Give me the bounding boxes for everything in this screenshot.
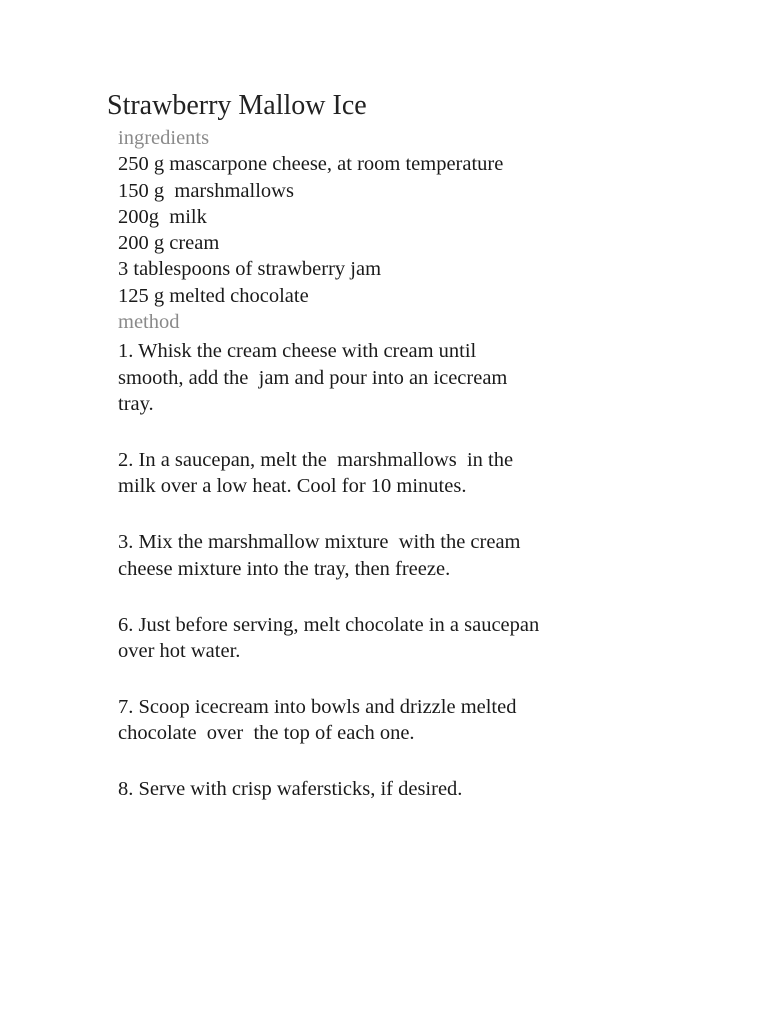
ingredient-item: 200 g cream — [118, 232, 220, 255]
method-step: 1. Whisk the cream cheese with cream until smooth, add the jam and pour into an icecream tray. — [118, 340, 508, 415]
ingredients-list — [118, 151, 718, 309]
ingredients-heading: ingredients — [118, 127, 210, 149]
ingredient-item: 200g milk — [118, 205, 207, 228]
ingredient-item: 125 g melted chocolate — [118, 284, 309, 307]
method-step: 8. Serve with crisp wafersticks, if desired. — [118, 778, 463, 801]
recipe-title: Strawberry Mallow Ice — [107, 90, 367, 121]
ingredient-item: 3 tablespoons of strawberry jam — [118, 258, 382, 281]
method-step: 7. Scoop icecream into bowls and drizzle melted chocolate over the top of each one. — [118, 695, 517, 745]
ingredient-item: 250 g mascarpone cheese, at room temperature — [118, 153, 504, 176]
ingredient-item: 150 g marshmallows — [118, 179, 294, 202]
method-step: 3. Mix the marshmallow mixture with the cream cheese mixture into the tray, then freeze. — [118, 531, 521, 580]
method-steps — [118, 338, 718, 802]
method-step: 2. In a saucepan, melt the marshmallows in the milk over a low heat. Cool for 10 minutes. — [118, 448, 514, 498]
recipe-body — [118, 125, 718, 802]
method-heading: method — [118, 311, 180, 334]
method-step: 6. Just before serving, melt chocolate in a saucepan over hot water. — [118, 613, 540, 662]
